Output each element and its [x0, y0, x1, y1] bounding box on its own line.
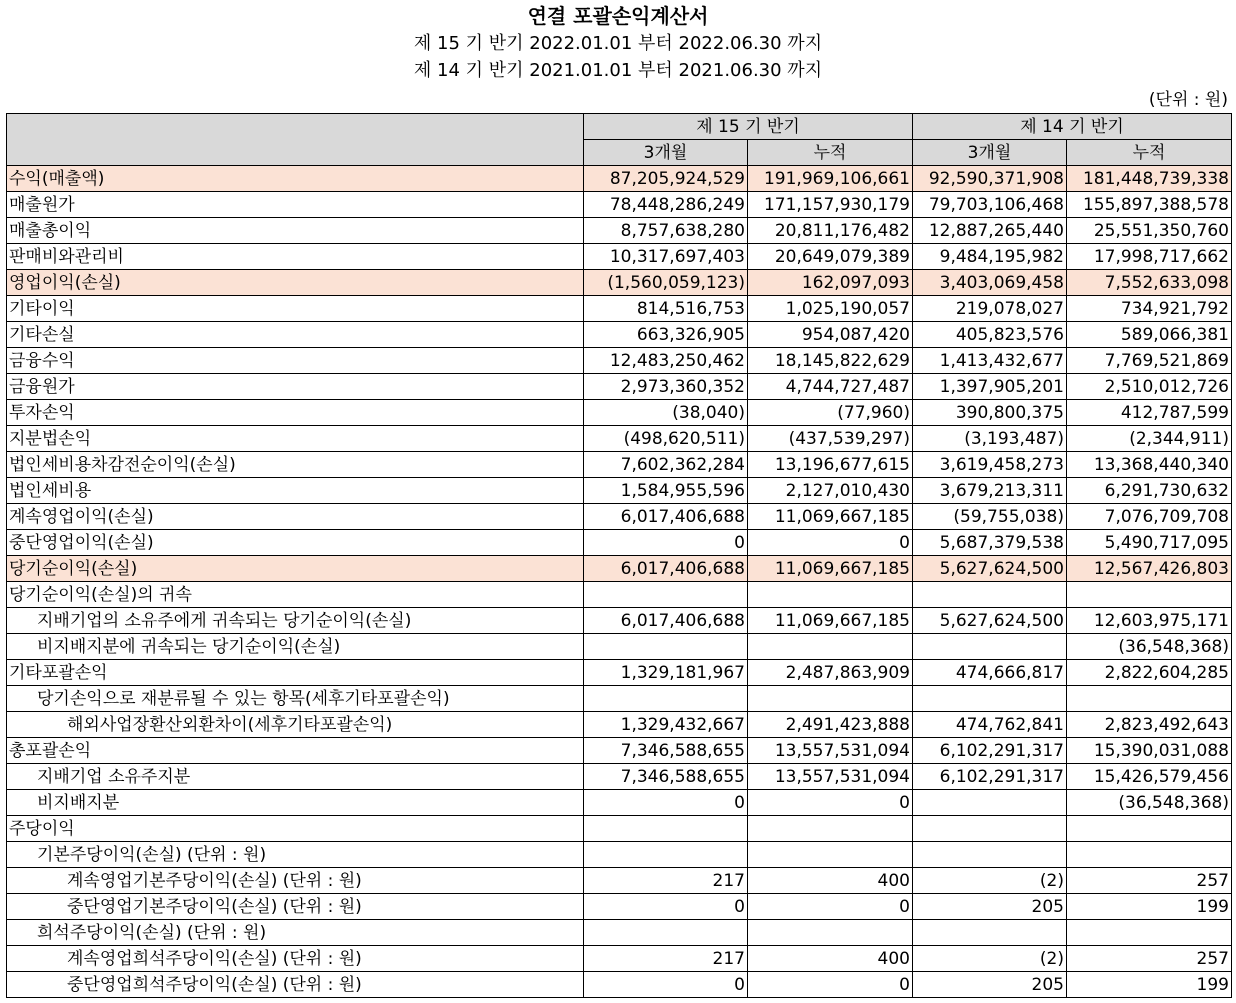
row-value: [1067, 920, 1232, 946]
row-value: 11,069,667,185: [748, 608, 913, 634]
row-label: 당기손익으로 재분류될 수 있는 항목(세후기타포괄손익): [7, 686, 584, 712]
row-label: 법인세비용: [7, 478, 584, 504]
row-value: 954,087,420: [748, 322, 913, 348]
row-value: 5,627,624,500: [913, 556, 1067, 582]
row-value: 589,066,381: [1067, 322, 1232, 348]
row-value: 6,017,406,688: [584, 556, 748, 582]
row-value: 155,897,388,578: [1067, 192, 1232, 218]
row-value: 6,017,406,688: [584, 504, 748, 530]
row-value: 2,822,604,285: [1067, 660, 1232, 686]
table-row: [7, 426, 1232, 452]
row-value: 13,557,531,094: [748, 738, 913, 764]
period-line-prior: 제 14 기 반기 2021.01.01 부터 2021.06.30 까지: [413, 60, 823, 81]
row-value: 78,448,286,249: [584, 192, 748, 218]
row-value: 219,078,027: [913, 296, 1067, 322]
table-row: [7, 894, 1232, 920]
row-value: [748, 582, 913, 608]
row-value: (36,548,368): [1067, 634, 1232, 660]
row-value: 0: [584, 790, 748, 816]
row-value: 5,627,624,500: [913, 608, 1067, 634]
row-value: [584, 816, 748, 842]
row-value: 181,448,739,338: [1067, 166, 1232, 192]
row-label: 기타포괄손익: [7, 660, 584, 686]
row-value: 0: [748, 972, 913, 998]
row-value: 9,484,195,982: [913, 244, 1067, 270]
row-value: [748, 816, 913, 842]
row-value: 7,346,588,655: [584, 764, 748, 790]
row-value: 8,757,638,280: [584, 218, 748, 244]
row-value: 734,921,792: [1067, 296, 1232, 322]
row-value: 405,823,576: [913, 322, 1067, 348]
row-label: 주당이익: [7, 816, 584, 842]
row-value: 3,679,213,311: [913, 478, 1067, 504]
row-value: 12,567,426,803: [1067, 556, 1232, 582]
row-value: [913, 634, 1067, 660]
row-value: [913, 582, 1067, 608]
row-value: 7,769,521,869: [1067, 348, 1232, 374]
header-14-cumulative: 누적: [1067, 140, 1232, 166]
row-value: 663,326,905: [584, 322, 748, 348]
row-value: [913, 686, 1067, 712]
row-label: 총포괄손익: [7, 738, 584, 764]
row-label: 기타손실: [7, 322, 584, 348]
row-value: 15,390,031,088: [1067, 738, 1232, 764]
row-value: 18,145,822,629: [748, 348, 913, 374]
table-row: [7, 322, 1232, 348]
row-value: 7,552,633,098: [1067, 270, 1232, 296]
table-row: [7, 530, 1232, 556]
row-value: 171,157,930,179: [748, 192, 913, 218]
row-label: 판매비와관리비: [7, 244, 584, 270]
row-value: 390,800,375: [913, 400, 1067, 426]
table-row: [7, 452, 1232, 478]
table-row: [7, 166, 1232, 192]
row-value: [584, 582, 748, 608]
row-value: 1,025,190,057: [748, 296, 913, 322]
row-label: 당기순이익(손실)의 귀속: [7, 582, 584, 608]
row-value: (2,344,911): [1067, 426, 1232, 452]
row-value: 11,069,667,185: [748, 556, 913, 582]
row-label: 계속영업기본주당이익(손실) (단위 : 원): [7, 868, 584, 894]
row-label: 비지배지분에 귀속되는 당기순이익(손실): [7, 634, 584, 660]
row-value: [748, 634, 913, 660]
row-label: 중단영업기본주당이익(손실) (단위 : 원): [7, 894, 584, 920]
row-value: 2,487,863,909: [748, 660, 913, 686]
row-value: 10,317,697,403: [584, 244, 748, 270]
row-value: 5,687,379,538: [913, 530, 1067, 556]
row-label: 투자손익: [7, 400, 584, 426]
row-label: 수익(매출액): [7, 166, 584, 192]
row-value: 400: [748, 868, 913, 894]
row-value: 7,602,362,284: [584, 452, 748, 478]
table-row: [7, 946, 1232, 972]
table-row: [7, 192, 1232, 218]
row-value: 1,329,181,967: [584, 660, 748, 686]
row-value: 3,403,069,458: [913, 270, 1067, 296]
row-value: 79,703,106,468: [913, 192, 1067, 218]
row-value: 6,291,730,632: [1067, 478, 1232, 504]
row-value: 0: [584, 972, 748, 998]
row-value: [1067, 842, 1232, 868]
row-value: [913, 790, 1067, 816]
row-value: 257: [1067, 868, 1232, 894]
row-value: 12,887,265,440: [913, 218, 1067, 244]
row-value: [1067, 816, 1232, 842]
header-period-15: 제 15 기 반기: [584, 114, 913, 140]
header-period-14: 제 14 기 반기: [913, 114, 1232, 140]
row-value: [913, 842, 1067, 868]
row-value: [584, 920, 748, 946]
row-value: 1,413,432,677: [913, 348, 1067, 374]
row-value: (3,193,487): [913, 426, 1067, 452]
table-row: [7, 634, 1232, 660]
table-row: [7, 764, 1232, 790]
row-value: 11,069,667,185: [748, 504, 913, 530]
row-value: 205: [913, 972, 1067, 998]
row-value: 13,368,440,340: [1067, 452, 1232, 478]
row-value: 257: [1067, 946, 1232, 972]
row-label: 금융수익: [7, 348, 584, 374]
table-row: [7, 868, 1232, 894]
row-value: [913, 816, 1067, 842]
row-value: 0: [748, 530, 913, 556]
row-value: 12,603,975,171: [1067, 608, 1232, 634]
row-value: 474,762,841: [913, 712, 1067, 738]
table-row: [7, 972, 1232, 998]
row-value: 199: [1067, 894, 1232, 920]
row-value: [748, 920, 913, 946]
table-row: [7, 400, 1232, 426]
statement-title: 연결 포괄손익계산서: [527, 4, 709, 28]
row-label: 매출총이익: [7, 218, 584, 244]
table-row: [7, 790, 1232, 816]
row-value: (2): [913, 868, 1067, 894]
row-label: 매출원가: [7, 192, 584, 218]
table-row: [7, 920, 1232, 946]
row-value: 162,097,093: [748, 270, 913, 296]
row-label: 당기순이익(손실): [7, 556, 584, 582]
row-value: 15,426,579,456: [1067, 764, 1232, 790]
row-value: (1,560,059,123): [584, 270, 748, 296]
row-value: 1,584,955,596: [584, 478, 748, 504]
row-value: 2,823,492,643: [1067, 712, 1232, 738]
row-value: 5,490,717,095: [1067, 530, 1232, 556]
row-value: 20,811,176,482: [748, 218, 913, 244]
row-value: 0: [748, 894, 913, 920]
row-value: (38,040): [584, 400, 748, 426]
row-value: 2,127,010,430: [748, 478, 913, 504]
row-value: 6,102,291,317: [913, 764, 1067, 790]
row-value: 3,619,458,273: [913, 452, 1067, 478]
row-label: 기본주당이익(손실) (단위 : 원): [7, 842, 584, 868]
row-value: 1,397,905,201: [913, 374, 1067, 400]
row-label: 금융원가: [7, 374, 584, 400]
row-value: 92,590,371,908: [913, 166, 1067, 192]
row-value: [584, 634, 748, 660]
row-label: 법인세비용차감전순이익(손실): [7, 452, 584, 478]
table-row: [7, 296, 1232, 322]
row-value: 20,649,079,389: [748, 244, 913, 270]
row-value: 6,017,406,688: [584, 608, 748, 634]
row-value: [748, 686, 913, 712]
table-row: [7, 218, 1232, 244]
row-value: 400: [748, 946, 913, 972]
row-value: [748, 842, 913, 868]
row-value: 191,969,106,661: [748, 166, 913, 192]
row-value: (2): [913, 946, 1067, 972]
row-value: (77,960): [748, 400, 913, 426]
unit-note: (단위 : 원): [1148, 90, 1228, 110]
row-label: 중단영업희석주당이익(손실) (단위 : 원): [7, 972, 584, 998]
row-value: 7,076,709,708: [1067, 504, 1232, 530]
row-value: 205: [913, 894, 1067, 920]
row-value: 17,998,717,662: [1067, 244, 1232, 270]
row-value: 2,510,012,726: [1067, 374, 1232, 400]
row-value: 6,102,291,317: [913, 738, 1067, 764]
row-value: 217: [584, 868, 748, 894]
row-label: 해외사업장환산외환차이(세후기타포괄손익): [7, 712, 584, 738]
income-statement-table: [6, 113, 1232, 998]
row-value: 217: [584, 946, 748, 972]
row-value: [1067, 686, 1232, 712]
row-value: 87,205,924,529: [584, 166, 748, 192]
row-label: 기타이익: [7, 296, 584, 322]
row-label: 지분법손익: [7, 426, 584, 452]
row-label: 지배기업의 소유주에게 귀속되는 당기순이익(손실): [7, 608, 584, 634]
row-value: 13,196,677,615: [748, 452, 913, 478]
row-value: 0: [584, 894, 748, 920]
row-value: 2,973,360,352: [584, 374, 748, 400]
table-row: [7, 556, 1232, 582]
row-value: 474,666,817: [913, 660, 1067, 686]
table-row: [7, 712, 1232, 738]
row-value: (437,539,297): [748, 426, 913, 452]
row-value: 4,744,727,487: [748, 374, 913, 400]
table-row: [7, 660, 1232, 686]
row-label: 비지배지분: [7, 790, 584, 816]
header-15-cumulative: 누적: [748, 140, 913, 166]
row-label: 계속영업희석주당이익(손실) (단위 : 원): [7, 946, 584, 972]
table-row: [7, 244, 1232, 270]
row-label: 지배기업 소유주지분: [7, 764, 584, 790]
row-label: 계속영업이익(손실): [7, 504, 584, 530]
table-row: [7, 504, 1232, 530]
table-row: [7, 816, 1232, 842]
table-row: [7, 686, 1232, 712]
row-value: 199: [1067, 972, 1232, 998]
table-body: [7, 166, 1232, 998]
header-14-three-months: 3개월: [913, 140, 1067, 166]
row-value: (59,755,038): [913, 504, 1067, 530]
header-15-three-months: 3개월: [584, 140, 748, 166]
row-value: (498,620,511): [584, 426, 748, 452]
table-row: [7, 608, 1232, 634]
row-value: [584, 686, 748, 712]
row-value: 12,483,250,462: [584, 348, 748, 374]
row-label: 희석주당이익(손실) (단위 : 원): [7, 920, 584, 946]
row-value: 412,787,599: [1067, 400, 1232, 426]
row-value: [584, 842, 748, 868]
table-row: [7, 582, 1232, 608]
period-line-current: 제 15 기 반기 2022.01.01 부터 2022.06.30 까지: [413, 33, 823, 54]
row-value: 2,491,423,888: [748, 712, 913, 738]
table-row: [7, 738, 1232, 764]
header-row-periods: [7, 114, 1232, 140]
header-label-cell: [7, 114, 584, 166]
table-row: [7, 842, 1232, 868]
row-value: (36,548,368): [1067, 790, 1232, 816]
row-value: 0: [748, 790, 913, 816]
row-value: 1,329,432,667: [584, 712, 748, 738]
table-row: [7, 478, 1232, 504]
row-value: 814,516,753: [584, 296, 748, 322]
row-value: [1067, 582, 1232, 608]
row-label: 영업이익(손실): [7, 270, 584, 296]
table-row: [7, 374, 1232, 400]
row-value: 25,551,350,760: [1067, 218, 1232, 244]
row-value: [913, 920, 1067, 946]
row-value: 13,557,531,094: [748, 764, 913, 790]
row-value: 7,346,588,655: [584, 738, 748, 764]
table-row: [7, 348, 1232, 374]
table-row: [7, 270, 1232, 296]
row-value: 0: [584, 530, 748, 556]
row-label: 중단영업이익(손실): [7, 530, 584, 556]
